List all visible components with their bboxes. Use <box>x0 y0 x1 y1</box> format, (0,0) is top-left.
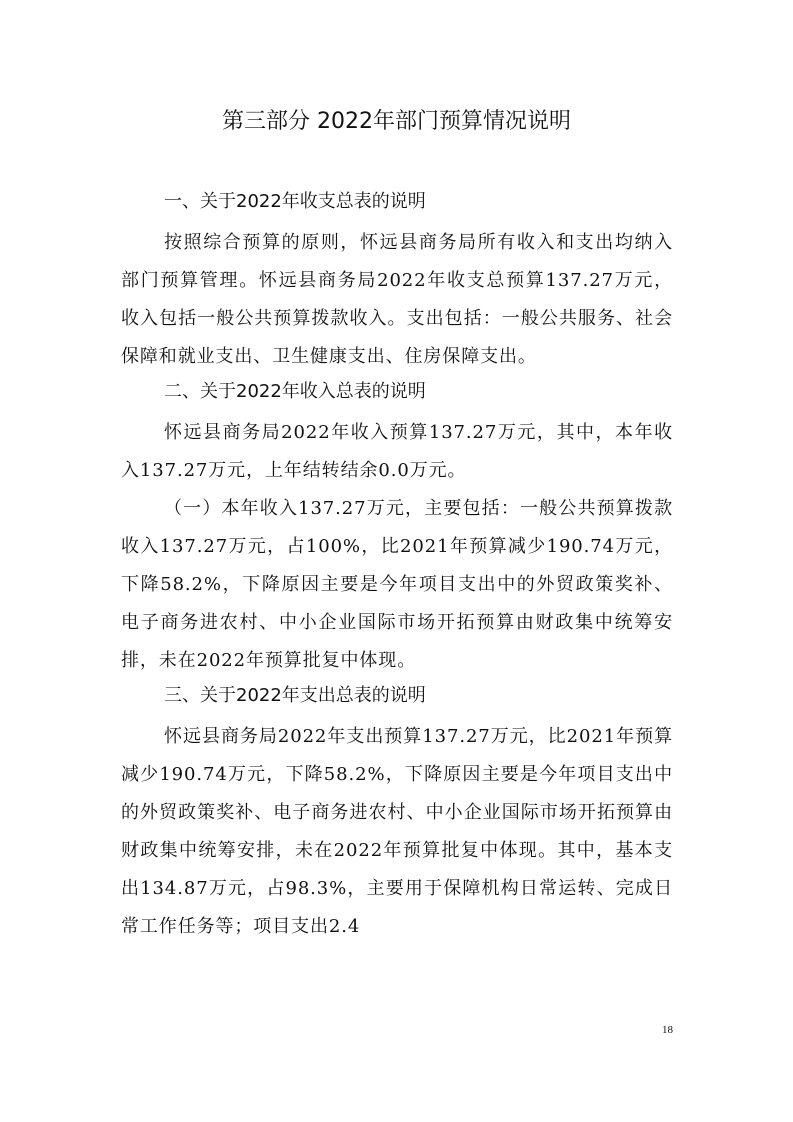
paragraph: 怀远县商务局2022年收入预算137.27万元，其中，本年收入137.27万元，上年结转结余0.0万元。 <box>121 422 673 481</box>
section-heading: 二、关于2022年收入总表的说明 <box>164 381 426 402</box>
document-body <box>121 186 673 946</box>
section-expense-summary <box>121 680 673 946</box>
section-heading: 三、关于2022年支出总表的说明 <box>164 685 426 706</box>
page-number: 18 <box>662 1024 673 1036</box>
paragraph: （一）本年收入137.27万元，主要包括：一般公共预算拨款收入137.27万元，占100%，比2021年预算减少190.74万元，下降58.2%，下降原因主要是今年项目支出中的外贸政策奖补、电子商务进农村、中小企业国际市场开拓预算由财政集中统筹安排，未在2022年预算批复中体现。 <box>121 498 673 671</box>
section-heading: 一、关于2022年收支总表的说明 <box>164 191 426 212</box>
page-title: 第三部分 2022年部门预算情况说明 <box>222 109 571 134</box>
section-income-expense-summary <box>121 186 673 376</box>
paragraph: 按照综合预算的原则，怀远县商务局所有收入和支出均纳入部门预算管理。怀远县商务局2022年收支总预算137.27万元，收入包括一般公共预算拨款收入。支出包括：一般公共服务、社会保障和就业支出、卫生健康支出、住房保障支出。 <box>121 232 673 367</box>
paragraph: 怀远县商务局2022年支出预算137.27万元，比2021年预算减少190.74万元，下降58.2%，下降原因主要是今年项目支出中的外贸政策奖补、电子商务进农村、中小企业国际市场开拓预算由财政集中统筹安排，未在2022年预算批复中体现。其中，基本支出134.87万元，占98.3%，主要用于保障机构日常运转、完成日常工作任务等；项目支出2.4 <box>121 726 673 937</box>
section-income-summary <box>121 376 673 680</box>
